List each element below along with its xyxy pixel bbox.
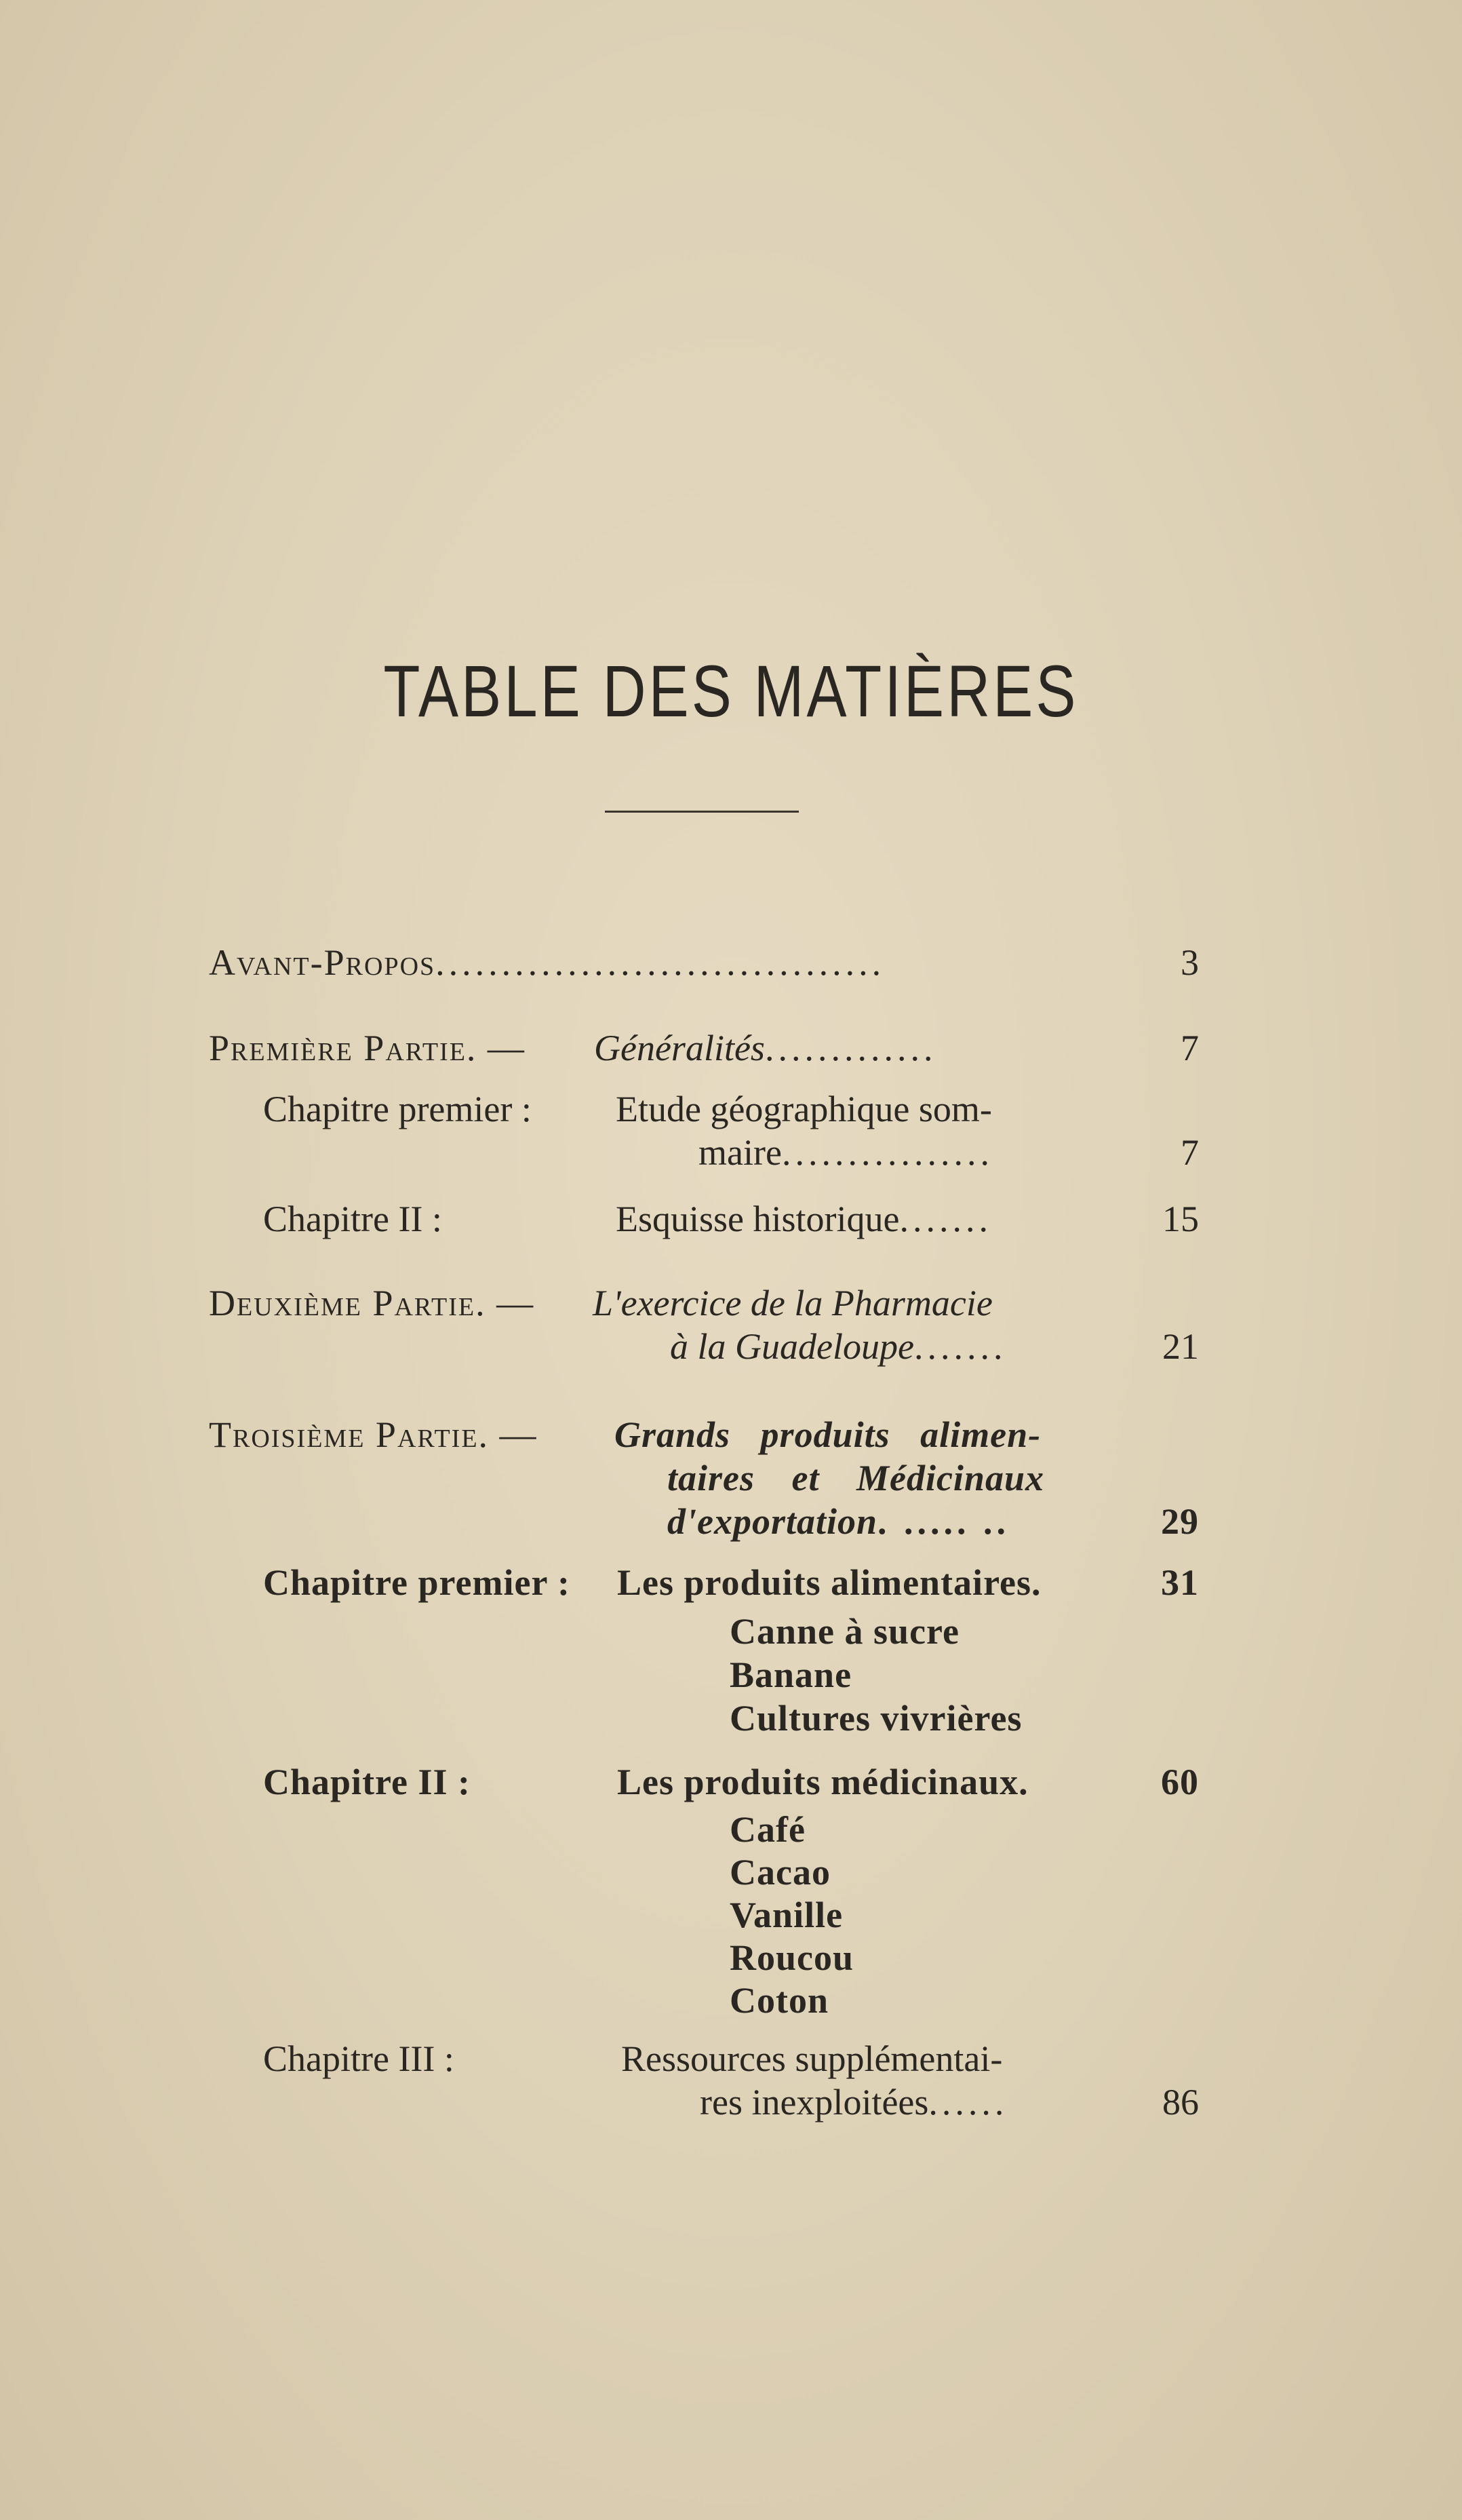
toc-chapter-title[interactable] [616,1201,992,1237]
toc-chapter-title-cont[interactable] [700,2084,1008,2120]
toc-chapter-title[interactable]: Ressources supplémentai- [621,2038,1003,2079]
toc-leader: . ..... .. [877,1501,1010,1542]
toc-subitem[interactable]: Roucou [730,1937,854,1978]
toc-label: Avant-Propos [209,942,436,983]
toc-leader: ....... [913,1326,1007,1367]
toc-subject: Généralités [594,1028,765,1068]
toc-text: maire [698,1132,782,1173]
toc-text: d'exportation [667,1501,878,1542]
toc-chapter-title[interactable]: Les produits médicinaux. [617,1762,1029,1802]
toc-page-number: 29 [1161,1501,1199,1542]
toc-subitem[interactable]: Café [730,1809,806,1850]
toc-avant-propos[interactable] [209,944,885,981]
toc-chapter-label: Chapitre II : [263,1762,471,1802]
toc-troisieme-partie-label: Troisième Partie. — [209,1414,538,1455]
toc-page-number: 31 [1161,1562,1199,1603]
toc-leader: ............. [764,1028,937,1068]
toc-deuxieme-partie[interactable]: L'exercice de la Pharmacie [593,1283,993,1323]
toc-deuxieme-partie-label: Deuxième Partie. — [209,1283,535,1323]
toc-page-number: 7 [1181,1132,1199,1173]
toc-subitem[interactable]: Canne à sucre [730,1611,960,1652]
toc-text: Esquisse historique [616,1199,900,1239]
toc-text: res inexploitées [700,2082,929,2122]
toc-premiere-partie[interactable] [594,1030,936,1066]
toc-page-number: 86 [1162,2082,1199,2122]
toc-leader: ................ [781,1132,993,1173]
toc-troisieme-partie[interactable]: Grands produits alimen- [614,1414,1042,1455]
toc-page-number: 60 [1161,1762,1199,1802]
toc-chapter-title[interactable]: Etude géographique som- [616,1089,992,1129]
toc-troisieme-partie-cont[interactable] [667,1503,1010,1540]
toc-chapter-title-cont[interactable] [698,1134,993,1171]
title-divider [605,811,799,813]
toc-troisieme-partie-cont[interactable]: taires et Médicinaux [667,1458,1044,1498]
page-title: TABLE DES MATIÈRES [383,650,1079,732]
toc-subitem[interactable]: Banane [730,1654,852,1695]
toc-page-number: 15 [1162,1199,1199,1239]
toc-chapter-title[interactable]: Les produits alimentaires. [617,1562,1042,1603]
toc-page-number: 21 [1162,1326,1199,1367]
toc-text: à la Guadeloupe [670,1326,914,1367]
toc-subitem[interactable]: Vanille [730,1895,844,1935]
toc-page-number: 3 [1181,942,1199,983]
toc-chapter-label: Chapitre premier : [263,1562,570,1603]
toc-leader: .................................. [435,942,886,983]
toc-chapter-label: Chapitre premier : [263,1089,532,1129]
toc-subitem[interactable]: Coton [730,1980,829,2021]
toc-deuxieme-partie-cont[interactable] [670,1328,1006,1365]
toc-chapter-label: Chapitre III : [263,2038,454,2079]
toc-page-number: 7 [1181,1028,1199,1068]
toc-leader: ...... [928,2082,1008,2122]
toc-subitem[interactable]: Cacao [730,1852,831,1893]
toc-premiere-partie-label: Première Partie. — [209,1028,526,1068]
toc-chapter-label: Chapitre II : [263,1199,442,1239]
toc-subitem[interactable]: Cultures vivrières [730,1698,1023,1739]
toc-leader: ....... [899,1199,992,1239]
